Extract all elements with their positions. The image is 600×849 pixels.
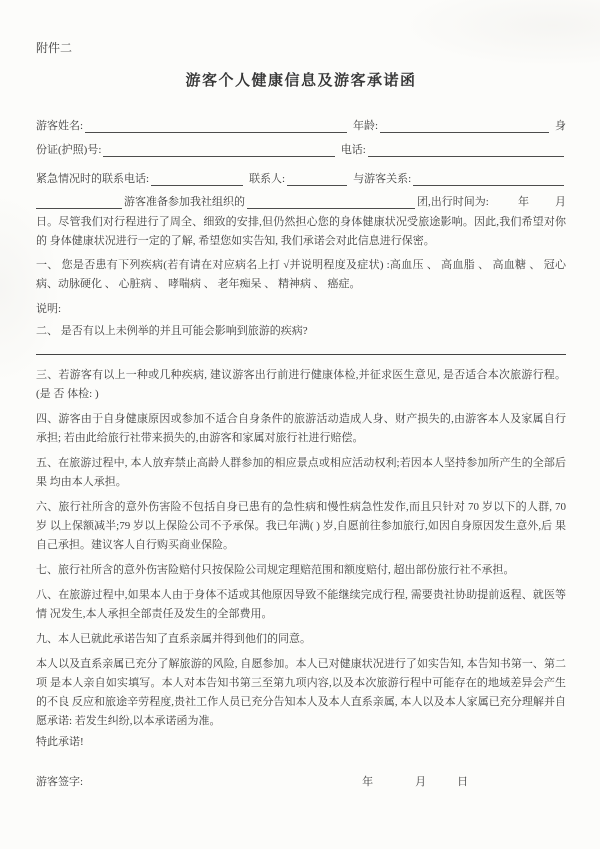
clause-paragraph-4: 四、游客由于自身健康原因或参加不适合自身条件的旅游活动造成人身、财产损失的,由游客本人及家属自行承担; 若由此给旅行社带来损失的,由游客和家属对旅行社进行赔偿。 — [36, 413, 566, 444]
emergency-phone-label: 紧急情况时的联系电话: — [36, 173, 150, 185]
form-row-tour-group — [36, 194, 566, 210]
clause-paragraph-9: 九、本人已就此承诺告知了直系亲属并得到他们的同意。 — [36, 633, 311, 645]
explanation-label: 说明: — [36, 303, 62, 315]
attachment-label: 附件二 — [36, 41, 73, 55]
id-number-blank-field — [103, 144, 334, 157]
health-question-2: 二、 是否有以上未例举的并且可能会影响到旅游的疾病? — [36, 325, 308, 337]
form-row-name-age — [36, 118, 566, 134]
page-title: 游客个人健康信息及游客承诺函 — [185, 73, 417, 89]
phone-label: 电话: — [340, 144, 366, 156]
id-wrap-char: 身 — [555, 120, 566, 132]
age-blank-field — [380, 120, 549, 133]
section-divider — [36, 354, 566, 355]
relation-blank-field — [413, 173, 564, 186]
clause-paragraph-6: 六、旅行社所含的意外伤害险不包括自身已患有的急性病和慢性病急性发作,而且只针对 70 岁以下的人群, 70 岁 以上保额减半;79 岁以上保险公司不予承保。我已年满( ) 岁,自愿前往参加旅行,如因自身原因发生意外,后 果自己承担。建议客人自行购买商业保险。 — [36, 501, 566, 551]
id-number-label: 份证(护照)号: — [36, 144, 102, 156]
name-label: 游客姓名: — [36, 120, 84, 132]
closing-declaration: 本人以及直系亲属已充分了解旅游的风险, 自愿参加。本人已对健康状况进行了如实告知, 本告知书第一、第二项 是本人亲自如实填写。本人对本告知书第三至第九项内容,以及本次旅游行程中可能存在的地域差异会产生的不良 反应和旅途辛劳程度,贵社工作人员已充分告知本人及本人直系亲属, 本人以及本人家属已充分理解并自愿承诺: 若发生纠纷,以本承诺函为准。 — [36, 658, 566, 727]
age-label: 年龄: — [352, 120, 379, 132]
intro-paragraph: 日。尽管我们对行程进行了周全、细致的安排,但仍然担心您的身体健康状况受旅途影响。因此,我们希望对你的 身体健康状况进行一定的了解, 希望您如实告知, 我们承诺会对此信息进行保密。 — [36, 216, 566, 247]
year-label: 年 — [518, 196, 529, 208]
contact-person-blank-field — [287, 173, 347, 186]
clause-paragraph-3: 三、若游客有以上一种或几种疾病, 建议游客出行前进行健康体检,并征求医生意见, 是否适合本次旅游行程。(是 否 体检: ) — [36, 369, 566, 400]
clause-paragraph-8: 八、在旅游过程中,如果本人由于身体不适或其他原因导致不能继续完成行程, 需要贵社协助提前返程、就医等情 况发生,本人承担全部责任及发生的全部费用。 — [36, 589, 566, 620]
signature-row — [36, 774, 566, 790]
signature-month-label: 月 — [415, 776, 427, 788]
promise-statement: 特此承诺! — [36, 736, 84, 748]
departure-time-text: 团,出行时间为: — [417, 196, 489, 208]
phone-blank-field — [368, 144, 564, 157]
relation-label: 与游客关系: — [353, 173, 412, 185]
month-label: 月 — [555, 196, 566, 208]
form-row-id-phone — [36, 142, 566, 158]
clause-paragraph-7: 七、旅行社所含的意外伤害险赔付只按保险公司规定理赔范围和额度赔付, 超出部份旅行社不承担。 — [36, 564, 515, 576]
signature-day-label: 日 — [457, 776, 469, 788]
leading-blank-field — [36, 196, 122, 209]
tour-group-blank-field — [247, 196, 415, 209]
tour-group-text: 游客准备参加我社组织的 — [124, 196, 245, 208]
tourist-info-form — [36, 118, 566, 210]
health-question-1: 一、 您是否患有下列疾病(若有请在对应病名上打 √并说明程度及症状) :高血压 、 高血脂 、 高血糖 、 冠心 病、动脉硬化 、 心脏病 、 哮喘病 、 老年痴呆 、 精神病 、 癌症。 — [36, 259, 566, 290]
clause-paragraph-5: 五、在旅游过程中, 本人放弃禁止高龄人群参加的相应景点或相应活动权利;若因本人坚持参加所产生的全部后果 均由本人承担。 — [36, 457, 566, 488]
emergency-phone-blank-field — [151, 173, 243, 186]
form-row-emergency — [36, 171, 566, 187]
signature-year-label: 年 — [362, 776, 374, 788]
contact-person-label: 联系人: — [249, 173, 286, 185]
name-blank-field — [85, 120, 347, 133]
signature-label: 游客签字: — [36, 776, 84, 788]
